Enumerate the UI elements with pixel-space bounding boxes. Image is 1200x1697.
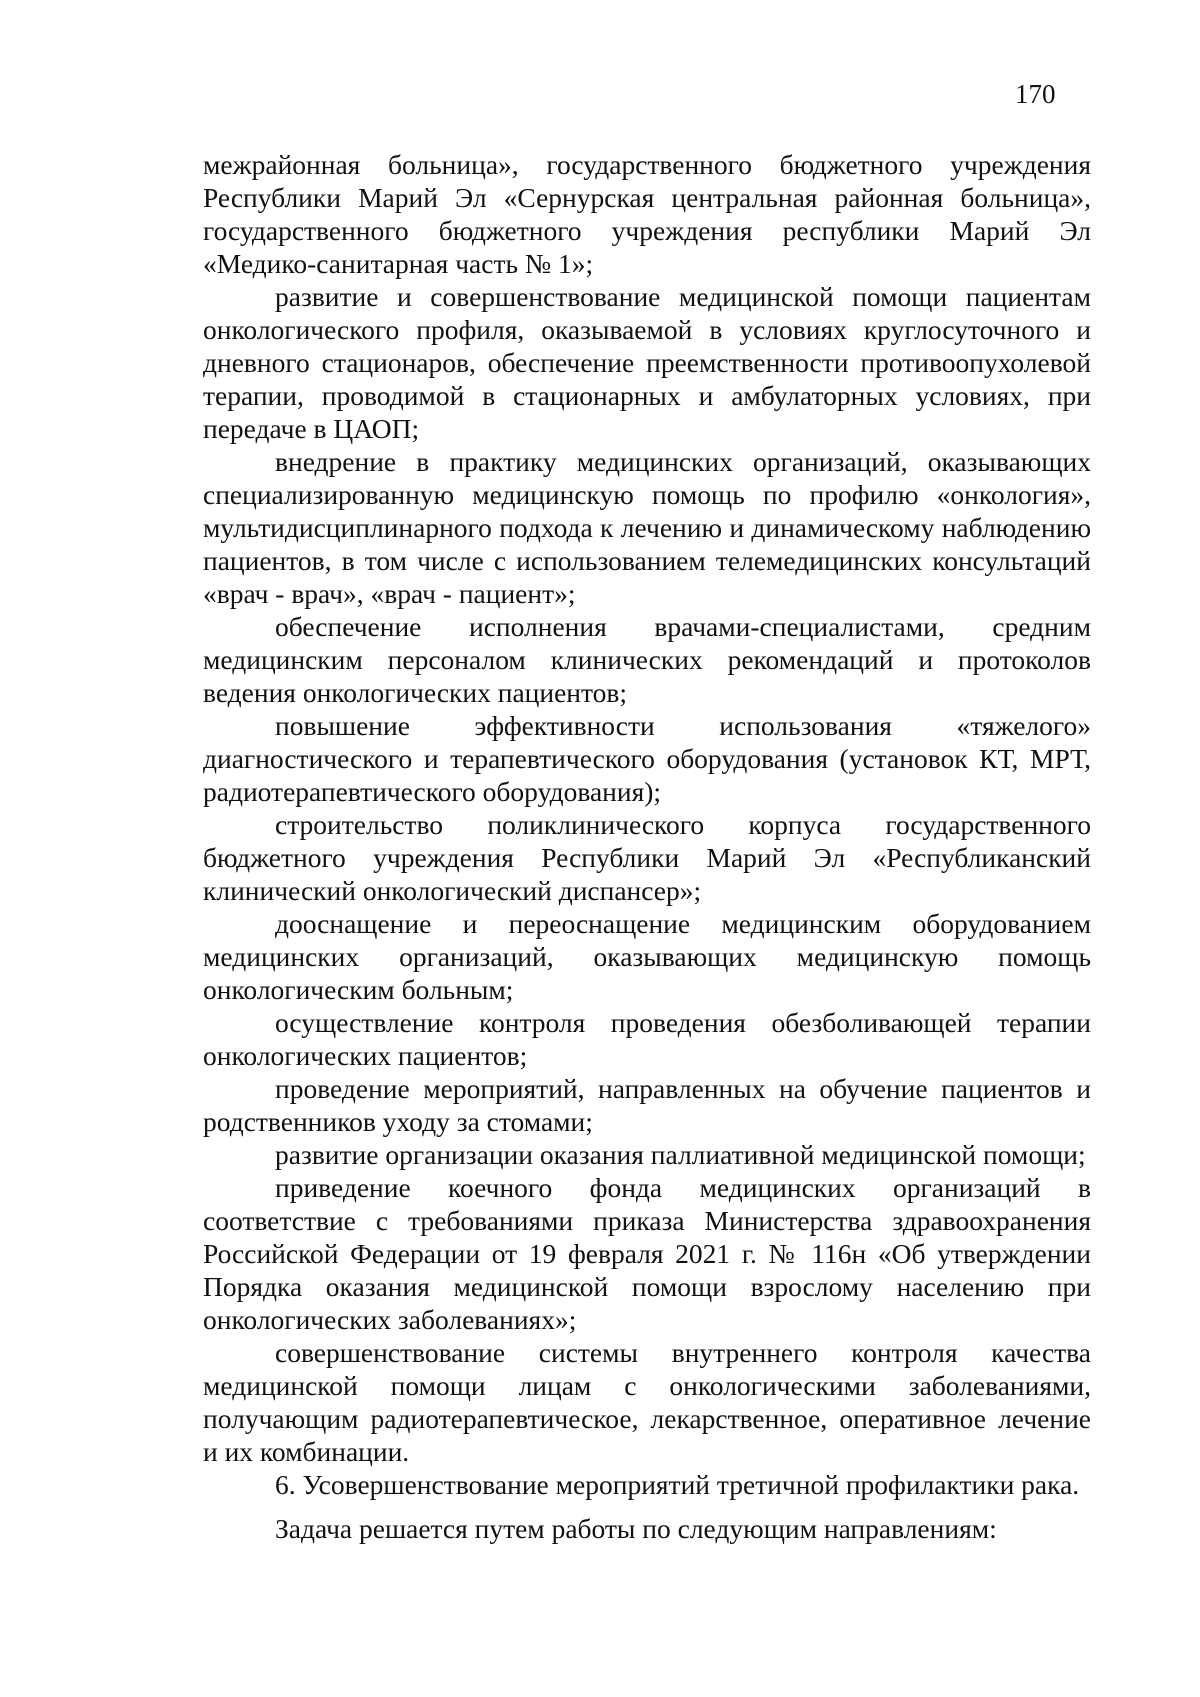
- paragraph-2: внедрение в практику медицинских организаций, оказывающих специализированную медицинскую помощь по профилю «онкология», мультидисциплинарного подхода к лечению и динамическому наблюдению пациентов, в том числе с использованием телемедицинских консультаций «врач - врач», «врач - пациент»;: [203, 446, 1091, 609]
- paragraph-7: осуществление контроля проведения обезболивающей терапии онкологических пациентов;: [203, 1007, 1091, 1071]
- paragraph-4: повышение эффективности использования «тяжелого» диагностического и терапевтического оборудования (установок КТ, МРТ, радиотерапевтического оборудования);: [203, 710, 1091, 807]
- paragraph-11: совершенствование системы внутреннего контроля качества медицинской помощи лицам с онкологическими заболеваниями, получающим радиотерапевтическое, лекарственное, оперативное лечение и их комбинации.: [203, 1337, 1091, 1467]
- page-number: 170: [1015, 79, 1056, 109]
- paragraph-3: обеспечение исполнения врачами-специалистами, средним медицинским персоналом клинических рекомендаций и протоколов ведения онкологических пациентов;: [203, 611, 1091, 708]
- paragraph-8: проведение мероприятий, направленных на обучение пациентов и родственников уходу за стомами;: [203, 1073, 1091, 1137]
- paragraph-5: строительство поликлинического корпуса государственного бюджетного учреждения Республики Марий Эл «Республиканский клинический онкологический диспансер»;: [203, 809, 1091, 906]
- paragraph-1: развитие и совершенствование медицинской помощи пациентам онкологического профиля, оказываемой в условиях круглосуточного и дневного стационаров, обеспечение преемственности противоопухолевой терапии, проводимой в стационарных и амбулаторных условиях, при передаче в ЦАОП;: [203, 281, 1091, 444]
- paragraph-13: Задача решается путем работы по следующим направлениям:: [275, 1513, 997, 1544]
- paragraph-12: 6. Усовершенствование мероприятий третичной профилактики рака.: [275, 1469, 1080, 1500]
- paragraph-9: развитие организации оказания паллиативной медицинской помощи;: [275, 1139, 1086, 1170]
- paragraph-6: дооснащение и переоснащение медицинским оборудованием медицинских организаций, оказывающих медицинскую помощь онкологическим больным;: [203, 908, 1091, 1005]
- paragraph-0: межрайонная больница», государственного бюджетного учреждения Республики Марий Эл «Сернурская центральная районная больница», государственного бюджетного учреждения республики Марий Эл «Медико-санитарная часть № 1»;: [203, 149, 1091, 279]
- document-body: [203, 148, 1091, 1545]
- paragraph-10: приведение коечного фонда медицинских организаций в соответствие с требованиями приказа Министерства здравоохранения Российской Федерации от 19 февраля 2021 г. № 116н «Об утверждении Порядка оказания медицинской помощи взрослому населению при онкологических заболеваниях»;: [203, 1172, 1091, 1335]
